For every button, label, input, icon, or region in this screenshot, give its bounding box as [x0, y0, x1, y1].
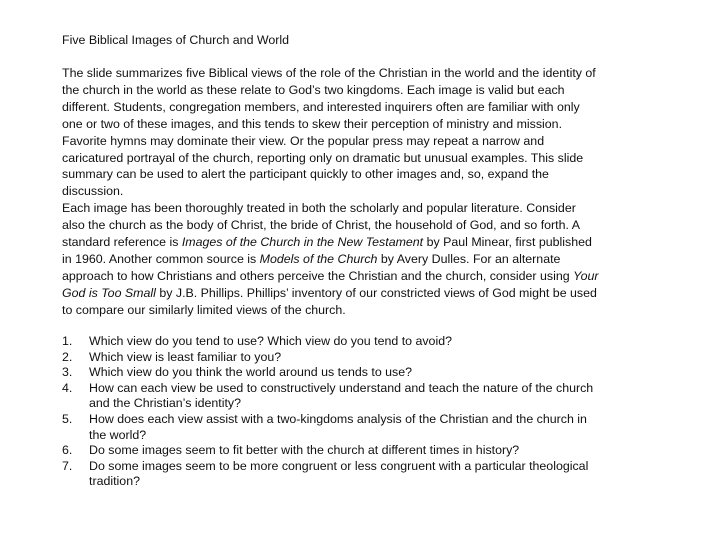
text-run: by Avery Dulles. For an alternate [377, 251, 561, 266]
question-number: 5. [62, 411, 73, 426]
paragraph-line: The slide summarizes five Biblical views of the role of the Christian in the world and the identity of [62, 66, 596, 80]
paragraph-line: different. Students, congregation members, and interested inquirers often are familiar with only [62, 99, 580, 114]
text-run: in 1960. Another common source is [62, 251, 260, 266]
paragraph-line: summary can be used to alert the participant quickly to other images and, so, expand the [62, 167, 549, 182]
paragraph-line: the church in the world as these relate to God’s two kingdoms. Each image is valid but each [62, 82, 565, 97]
question-text: Do some images seem to fit better with the church at different times in history? [89, 443, 520, 458]
question-number: 2. [62, 349, 73, 364]
page-title: Five Biblical Images of Church and World [62, 33, 290, 47]
question-item [62, 443, 630, 459]
paragraph-line: caricatured portrayal of the church, reporting only on dramatic but unusual examples. This slide [62, 150, 584, 165]
paragraph-line: Each image has been thoroughly treated in both the scholarly and popular literature. Consider [62, 201, 576, 216]
question-number: 7. [62, 458, 73, 473]
paragraph-line: discussion. [62, 184, 124, 199]
question-text: How can each view be used to constructively understand and teach the nature of the church [89, 380, 594, 395]
question-text-continued: the world? [89, 427, 147, 442]
question-number: 6. [62, 443, 73, 458]
paragraph-line [62, 251, 630, 268]
paragraph-line: one or two of these images, and this tends to skew their perception of ministry and mission. [62, 116, 563, 131]
text-run: by Paul Minear, first published [423, 235, 592, 250]
question-text-continued: tradition? [89, 474, 140, 489]
summary-paragraph [62, 65, 630, 319]
question-text: Which view do you tend to use? Which view do you tend to avoid? [89, 334, 452, 348]
paragraph-line: Favorite hymns may dominate their view. Or the popular press may repeat a narrow and [62, 133, 545, 148]
paragraph-line [62, 234, 630, 251]
discussion-questions-list [62, 334, 630, 490]
question-item [62, 365, 630, 381]
text-run: by J.B. Phillips. Phillips’ inventory of our constricted views of God might be used [155, 285, 597, 300]
question-item [62, 412, 630, 443]
text-run: approach to how Christians and others perceive the Christian and the church, consider using [62, 268, 574, 283]
question-item [62, 459, 630, 490]
question-item [62, 350, 630, 366]
paragraph-line [62, 268, 630, 285]
question-text: Do some images seem to be more congruent or less congruent with a particular theological [89, 458, 589, 473]
question-item [62, 381, 630, 412]
question-text: Which view is least familiar to you? [89, 349, 282, 364]
paragraph-line [62, 285, 630, 302]
book-title-minear: Images of the Church in the New Testament [181, 235, 424, 250]
question-number: 1. [62, 334, 73, 348]
book-title-dulles: Models of the Church [259, 251, 378, 266]
question-text: Which view do you think the world around us tends to use? [89, 365, 413, 380]
paragraph-line: to compare our similarly limited views of the church. [62, 302, 346, 317]
book-title-phillips-part2: God is Too Small [62, 285, 156, 300]
paragraph-line: also the church as the body of Christ, the bride of Christ, the household of God, and so forth. A [62, 218, 580, 233]
question-item [62, 334, 630, 350]
book-title-phillips-part1: Your [573, 268, 599, 283]
text-run: standard reference is [62, 235, 182, 250]
question-number: 3. [62, 365, 73, 380]
question-text: How does each view assist with a two-kingdoms analysis of the Christian and the church in [89, 411, 587, 426]
question-number: 4. [62, 380, 73, 395]
question-text-continued: and the Christian’s identity? [89, 396, 241, 411]
